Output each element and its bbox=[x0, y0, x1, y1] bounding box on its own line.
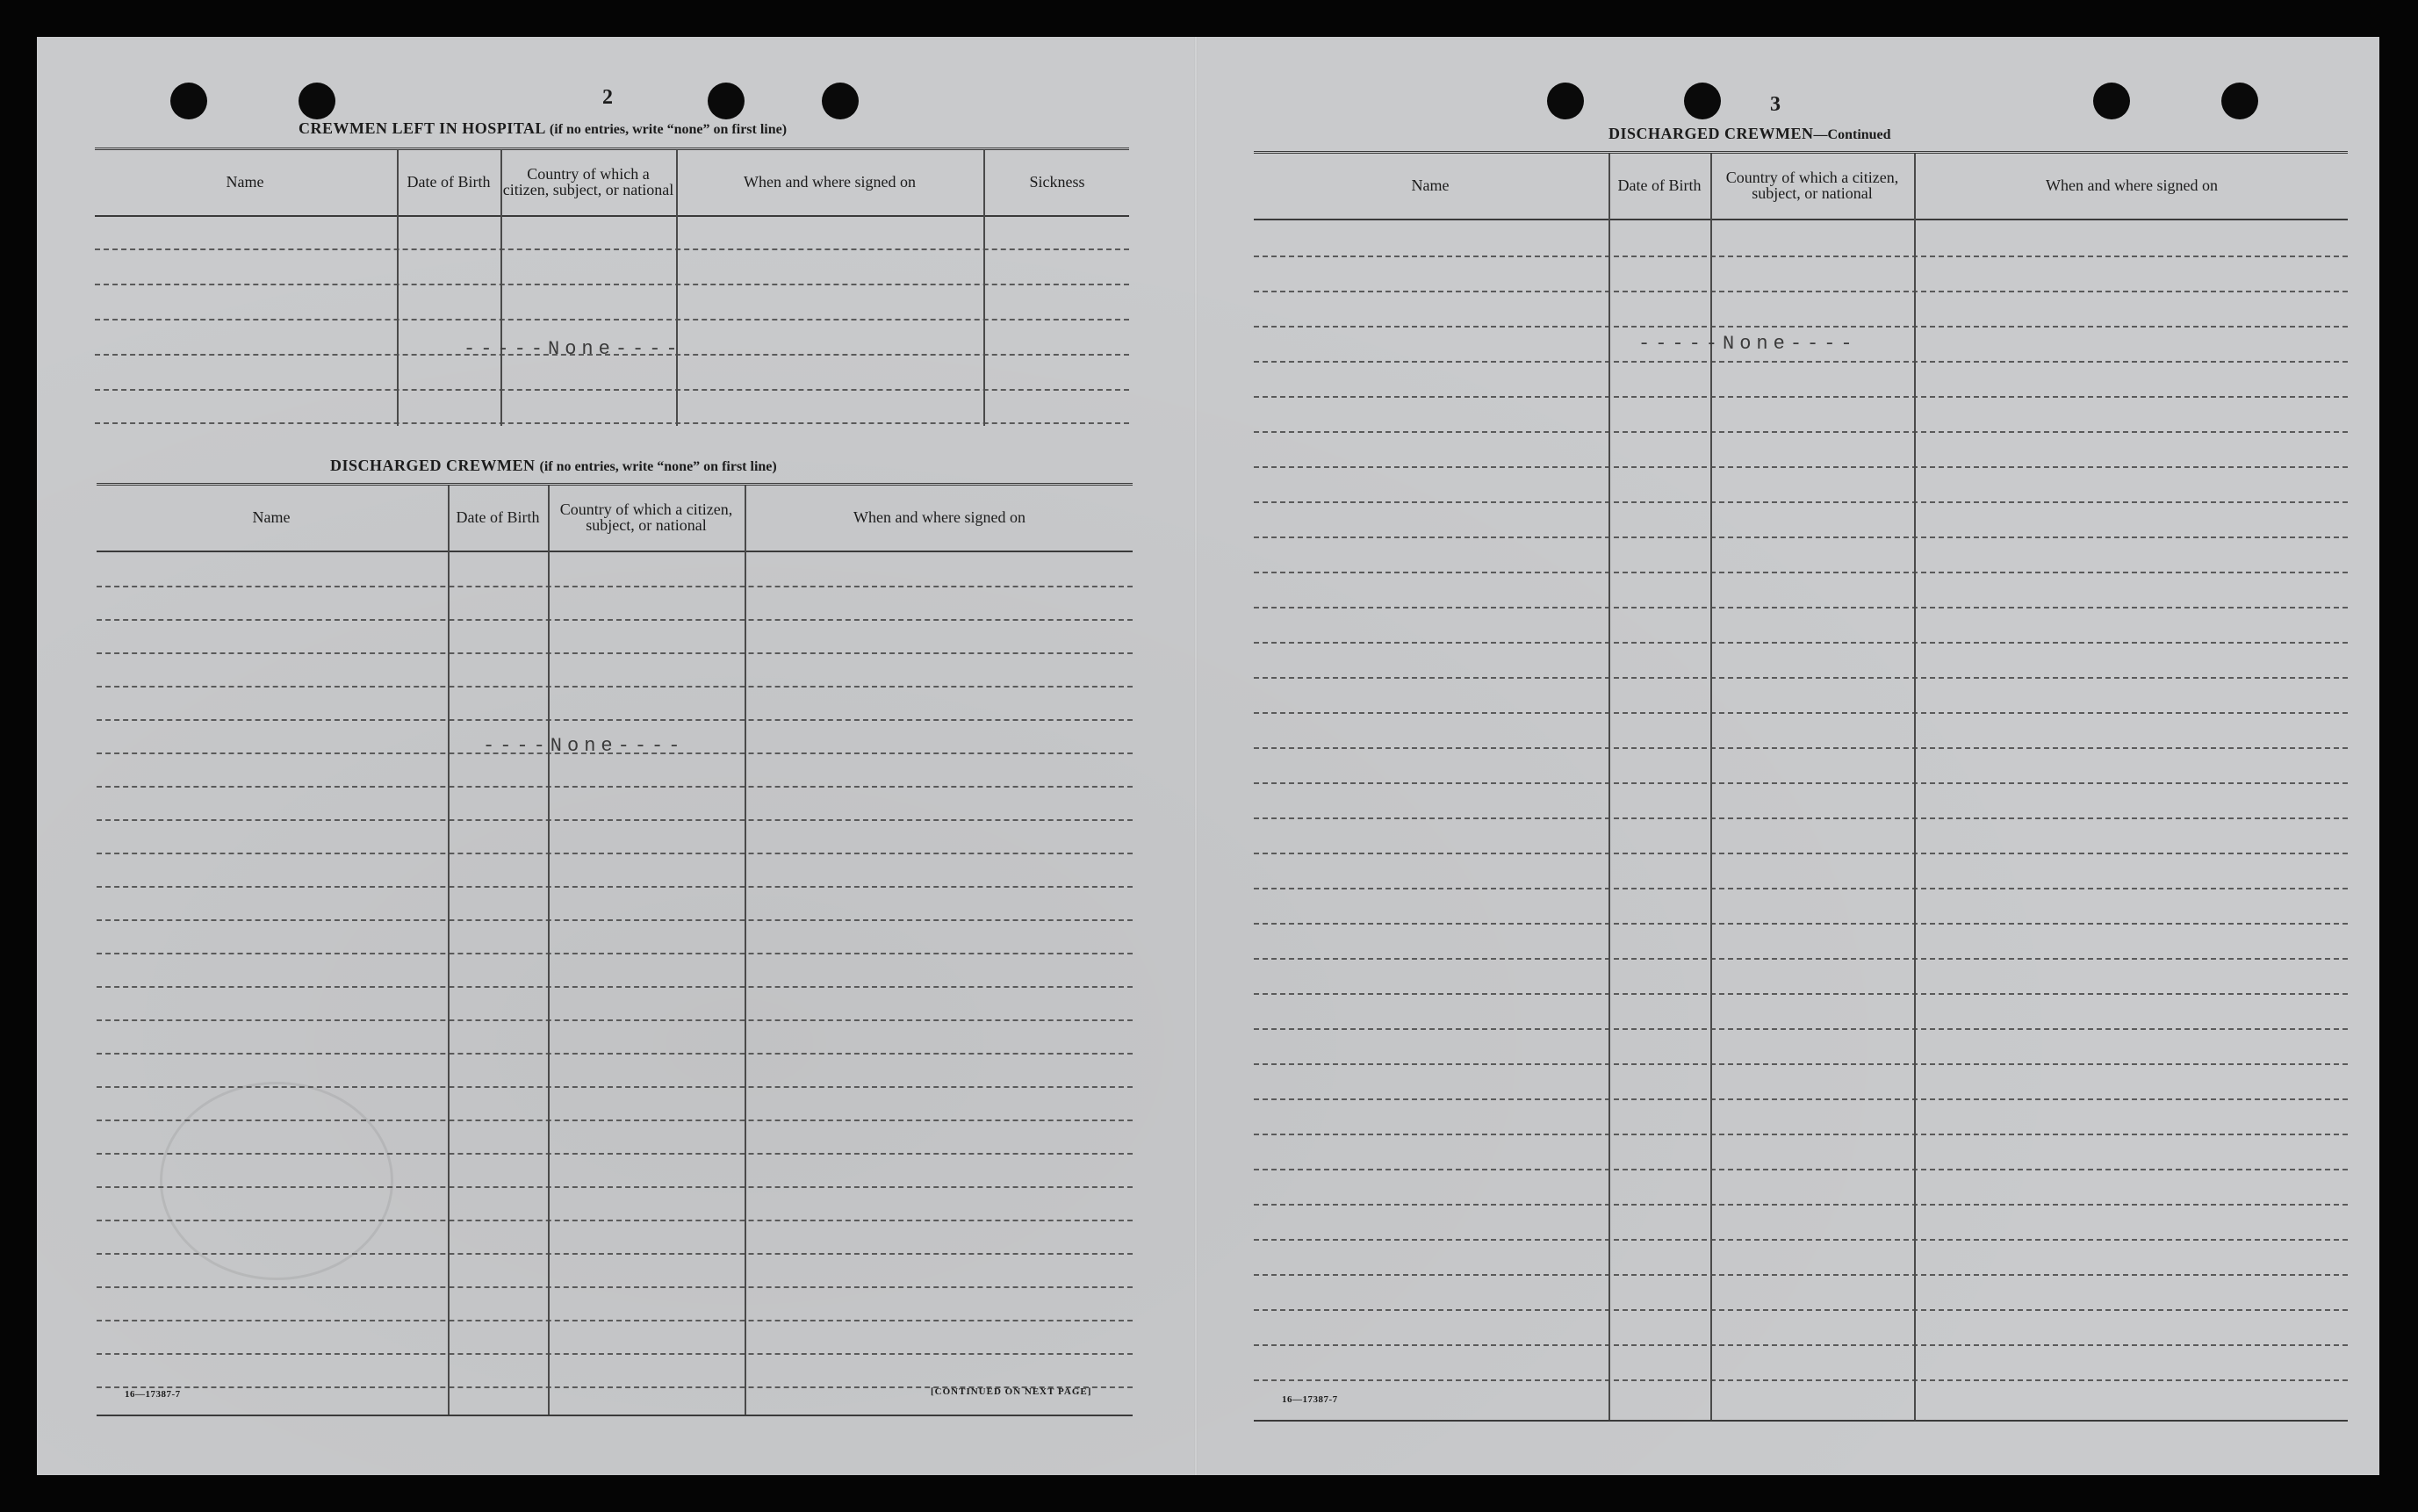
none-entry: -----None---- bbox=[1638, 333, 1858, 355]
entry-line bbox=[1254, 466, 2348, 468]
entry-line bbox=[1254, 923, 2348, 925]
entry-line bbox=[97, 786, 1133, 788]
header-rule bbox=[97, 551, 1133, 552]
column-header-signed-on: When and where signed on bbox=[744, 173, 916, 191]
entry-line bbox=[97, 1186, 1133, 1188]
column-rule bbox=[448, 486, 450, 1415]
column-rule bbox=[1608, 154, 1610, 1420]
discharged-title-text: DISCHARGED CREWMEN bbox=[330, 457, 536, 474]
column-header-name: Name bbox=[226, 173, 264, 191]
entry-line bbox=[97, 953, 1133, 954]
entry-line bbox=[97, 586, 1133, 587]
header-rule bbox=[95, 215, 1129, 217]
punch-hole bbox=[1547, 83, 1584, 119]
entry-line bbox=[97, 1053, 1133, 1055]
hospital-table bbox=[95, 148, 1129, 429]
entry-line bbox=[1254, 536, 2348, 538]
column-rule bbox=[676, 150, 678, 426]
entry-line bbox=[1254, 291, 2348, 292]
entry-line bbox=[97, 1120, 1133, 1121]
entry-line bbox=[97, 853, 1133, 854]
punch-hole bbox=[708, 83, 745, 119]
entry-line bbox=[95, 284, 1129, 285]
entry-line bbox=[97, 1286, 1133, 1288]
column-header-date-of-birth: Date of Birth bbox=[1617, 176, 1702, 194]
column-header-country: Country of which a citizen, subject, or national bbox=[1725, 169, 1899, 202]
header-rule bbox=[1254, 219, 2348, 220]
entry-line bbox=[1254, 1309, 2348, 1311]
entry-line bbox=[1254, 431, 2348, 433]
column-header-signed-on: When and where signed on bbox=[853, 508, 1025, 526]
form-code-right: 16—17387-7 bbox=[1282, 1394, 1338, 1405]
entry-line bbox=[1254, 361, 2348, 363]
discharged-continued-title-text: DISCHARGED CREWMEN bbox=[1608, 125, 1814, 142]
entry-line bbox=[1254, 817, 2348, 819]
none-entry: -----None---- bbox=[464, 338, 683, 360]
entry-line bbox=[1254, 1098, 2348, 1100]
form-document bbox=[37, 37, 2379, 1475]
column-rule bbox=[745, 486, 746, 1415]
entry-line bbox=[97, 1353, 1133, 1355]
entry-line bbox=[97, 686, 1133, 688]
entry-line bbox=[1254, 1274, 2348, 1276]
entry-line bbox=[1254, 1239, 2348, 1241]
entry-line bbox=[1254, 712, 2348, 714]
entry-line bbox=[1254, 1134, 2348, 1135]
entry-line bbox=[97, 719, 1133, 721]
entry-line bbox=[1254, 747, 2348, 749]
hospital-title-text: CREWMEN LEFT IN HOSPITAL bbox=[299, 119, 545, 137]
page-number-left: 2 bbox=[602, 86, 613, 109]
entry-line bbox=[1254, 501, 2348, 503]
column-header-country: Country of which a citizen, subject, or national bbox=[559, 500, 733, 534]
entry-line bbox=[1254, 1379, 2348, 1381]
entry-line bbox=[97, 619, 1133, 621]
form-code-left: 16—17387-7 bbox=[125, 1389, 181, 1400]
discharged-table-right bbox=[1254, 151, 2348, 1427]
page-fold bbox=[1194, 37, 1198, 1475]
entry-line bbox=[97, 1019, 1133, 1021]
punch-hole bbox=[2093, 83, 2130, 119]
discharged-table-left bbox=[97, 483, 1133, 1418]
entry-line bbox=[1254, 1063, 2348, 1065]
entry-line bbox=[1254, 326, 2348, 328]
punch-hole bbox=[2221, 83, 2258, 119]
entry-line bbox=[1254, 1344, 2348, 1346]
entry-line bbox=[1254, 607, 2348, 608]
column-header-date-of-birth: Date of Birth bbox=[456, 508, 540, 526]
punch-hole bbox=[822, 83, 859, 119]
page-number-right: 3 bbox=[1770, 93, 1781, 116]
column-header-sickness: Sickness bbox=[1029, 173, 1085, 191]
column-header-date-of-birth: Date of Birth bbox=[407, 173, 491, 191]
column-rule bbox=[548, 486, 550, 1415]
entry-line bbox=[1254, 782, 2348, 784]
entry-line bbox=[1254, 888, 2348, 889]
entry-line bbox=[1254, 642, 2348, 644]
entry-line bbox=[97, 1153, 1133, 1155]
entry-line bbox=[97, 886, 1133, 888]
entry-line bbox=[97, 652, 1133, 654]
column-header-signed-on: When and where signed on bbox=[2046, 176, 2218, 194]
continued-note: [CONTINUED ON NEXT PAGE] bbox=[931, 1386, 1092, 1397]
entry-line bbox=[97, 1253, 1133, 1255]
punch-hole bbox=[170, 83, 207, 119]
none-entry: ----None---- bbox=[483, 735, 686, 757]
entry-line bbox=[95, 319, 1129, 320]
column-header-country: Country of which a citizen, subject, or national bbox=[502, 165, 674, 198]
entry-line bbox=[95, 248, 1129, 250]
entry-line bbox=[97, 919, 1133, 921]
column-rule bbox=[1914, 154, 1916, 1420]
discharged-section-title bbox=[330, 457, 777, 475]
entry-line bbox=[1254, 1028, 2348, 1030]
discharged-title-note: (if no entries, write “none” on first line) bbox=[539, 459, 777, 474]
column-rule bbox=[983, 150, 985, 426]
entry-line bbox=[1254, 572, 2348, 573]
entry-line bbox=[97, 1220, 1133, 1221]
column-rule bbox=[500, 150, 502, 426]
entry-line bbox=[1254, 396, 2348, 398]
entry-line bbox=[95, 389, 1129, 391]
column-header-name: Name bbox=[252, 508, 291, 526]
column-header-name: Name bbox=[1411, 176, 1450, 194]
entry-line bbox=[1254, 993, 2348, 995]
bottom-rule bbox=[97, 1415, 1133, 1416]
discharged-continued-title bbox=[1608, 125, 1891, 143]
column-rule bbox=[397, 150, 399, 426]
hospital-title-note: (if no entries, write “none” on first line) bbox=[549, 122, 788, 137]
entry-line bbox=[1254, 958, 2348, 960]
continued-suffix: —Continued bbox=[1813, 127, 1891, 142]
punch-hole bbox=[1684, 83, 1721, 119]
entry-line bbox=[1254, 853, 2348, 854]
entry-line bbox=[97, 1320, 1133, 1321]
entry-line bbox=[97, 986, 1133, 988]
bottom-rule bbox=[1254, 1420, 2348, 1422]
entry-line bbox=[97, 1086, 1133, 1088]
entry-line bbox=[1254, 677, 2348, 679]
hospital-section-title bbox=[299, 119, 787, 138]
entry-line bbox=[1254, 256, 2348, 257]
entry-line bbox=[95, 422, 1129, 424]
punch-hole bbox=[299, 83, 335, 119]
entry-line bbox=[1254, 1204, 2348, 1206]
entry-line bbox=[97, 819, 1133, 821]
entry-line bbox=[1254, 1169, 2348, 1170]
